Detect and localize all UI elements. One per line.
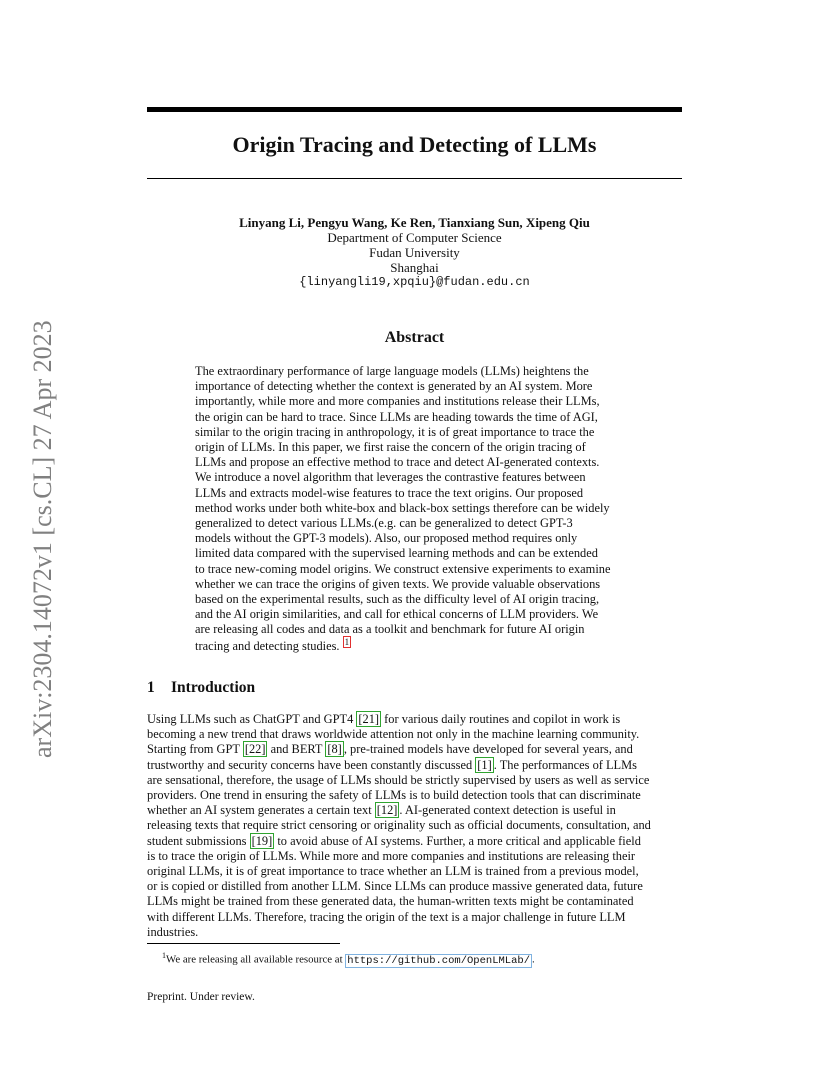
citation-link[interactable]: [22] [244,742,266,757]
abstract-line: the origin can be hard to trace. Since LLMs are heading towards the time of AGI, [195,409,598,424]
abstract-line [195,638,634,654]
footnote-rule [147,943,340,944]
footnote-number: 1 [162,951,166,960]
affiliation-university: Fudan University [369,245,460,260]
body-line: with different LLMs. Therefore, tracing the origin of the text is a major challenge in future LLM [147,909,626,924]
abstract-line: based on the experimental results, such as the difficulty level of AI origin tracing, [195,592,600,607]
citation-link[interactable]: [12] [376,803,398,818]
section-heading-introduction [147,678,255,698]
footnote: $^1$We are releasing all available resource at https://github.com/OpenLMLab/ . [162,951,535,967]
preprint-note: Preprint. Under review. [147,991,255,1003]
abstract-line: whether we can trace the origins of given texts. We provide valuable observations [195,576,601,591]
body-line: industries. [147,924,199,939]
abstract-line: similar to the origin tracing in anthropology, it is of great importance to trace the [195,424,595,439]
body-line: is to trace the origin of LLMs. While more and more companies and institutions are releasing their [147,848,636,863]
body-line: releasing texts that require strict censoring or originality such as official documents, consultation, and [147,818,651,833]
abstract-line: LLMs and extracts model-wise features to trace the text origins. Our proposed [195,485,584,500]
citation-link[interactable]: [21] [358,712,380,726]
abstract-line: method works under both white-box and black-box settings therefore can be widely [195,500,610,515]
body-line: providers. One trend in ensuring the safety of LLMs is to build detection tools that can discriminate [147,788,641,803]
paper-title: Origin Tracing and Detecting of LLMs [232,132,597,157]
abstract-line: and the AI origin similarities, and call for ethical concerns of LLM providers. We [195,607,599,622]
section-title: Introduction [171,679,256,696]
body-line: becoming a new trend that draws worldwide attention not only in the machine learning community. [147,727,640,742]
body-line: Starting from GPT [22] and BERT [8] , pre-trained models have developed for several years, and [147,742,633,757]
abstract-line: We introduce a novel algorithm that leverages the contrastive features between [195,470,586,485]
abstract-line: limited data compared with the supervised learning methods and can be extended [195,546,598,561]
footnote-text: We are releasing all available resource at [166,953,346,966]
footnote-link[interactable]: 1 [344,636,350,647]
citation-link[interactable]: [1] [477,757,492,772]
abstract-line: importantly, while more and more companies and institutions release their LLMs, [195,394,600,409]
title-bottom-rule [147,178,682,179]
abstract-line: LLMs and propose an effective method to trace and detect AI-generated contexts. [195,455,600,470]
arxiv-identifier: arXiv:2304.14072v1 [cs.CL] 27 Apr 2023 [28,320,57,758]
author-email: {linyangli19,xpqiu}@fudan.edu.cn [299,275,530,289]
author-block [147,215,682,290]
body-line: original LLMs, it is of great importance to trace whether an LLM is trained from a previous model, [147,864,639,879]
affiliation-city: Shanghai [390,260,439,275]
abstract-last-text: tracing and detecting studies. [195,638,340,653]
affiliation-department: Department of Computer Science [327,230,502,245]
abstract-line: models without the GPT-3 models). Also, our proposed method requires only [195,531,578,546]
section-number: 1 [147,679,155,696]
abstract-line: are releasing all codes and data as a toolkit and benchmark for future AI origin [195,622,585,637]
citation-link[interactable]: [8] [327,742,342,757]
body-line: whether an AI system generates a certain text [12] . AI-generated context detection is useful in [147,803,616,818]
author-names: Linyang Li, Pengyu Wang, Ke Ren, Tianxiang Sun, Xipeng Qiu [239,215,590,230]
abstract-line: generalized to detect various LLMs.(e.g. can be generalized to detect GPT-3 [195,516,573,531]
body-line: LLMs might be trained from these generated data, the human-written texts might be contaminated [147,894,634,909]
abstract-line: The extraordinary performance of large language models (LLMs) heightens the [195,364,589,378]
introduction-body [147,712,682,940]
citation-link[interactable]: [19] [251,833,273,848]
abstract-heading: Abstract [384,329,445,346]
body-line: trustworthy and security concerns have been constantly discussed [1] . The performances of LLMs [147,757,637,772]
body-line: are sensational, therefore, the usage of LLMs should be strictly supervised by users as well as service [147,772,650,787]
body-line: Using LLMs such as ChatGPT and GPT4 [21] for various daily routines and copilot in work is [147,712,621,726]
abstract-body [195,364,634,654]
body-line: student submissions [19] to avoid abuse of AI systems. Further, a more critical and applicable field [147,833,641,848]
title-top-rule [147,107,682,112]
abstract-line: origin of LLMs. In this paper, we first raise the concern of the origin tracing of [195,440,586,455]
abstract-line: to trace new-coming model origins. We construct extensive experiments to examine [195,561,611,576]
github-link[interactable]: https://github.com/OpenLMLab/ [347,954,531,967]
body-line: or is copied or distilled from another LLM. Since LLMs can produce massive generated data, future [147,879,643,894]
abstract-line: importance of detecting whether the context is generated by an AI system. More [195,379,593,394]
